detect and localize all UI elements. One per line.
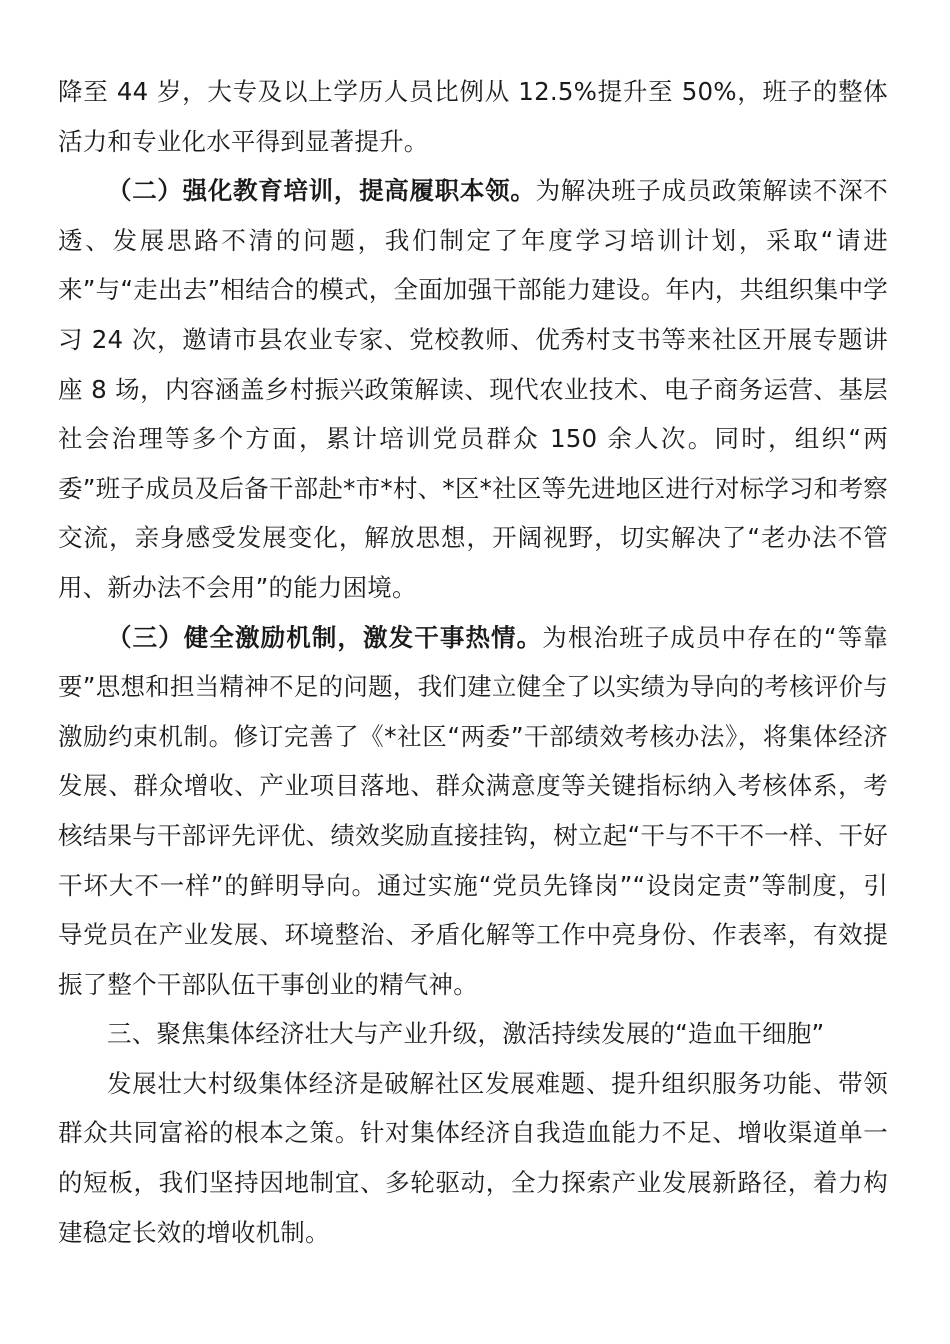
document-page [58, 67, 888, 1257]
paragraph-text: 为根治班子成员中存在的“等靠要”思想和担当精神不足的问题，我们建立健全了以实绩为导向的考核评价与激励约束机制。修订完善了《*社区“两委”干部绩效考核办法》，将集体经济发展、群众增收、产业项目落地、群众满意度等关键指标纳入考核体系，考核结果与干部评先评优、绩效奖励直接挂钩，树立起“干与不干不一样、干好干坏大不一样”的鲜明导向。通过实施“党员先锋岗”“设岗定责”等制度，引导党员在产业发展、环境整治、矛盾化解等工作中亮身份、作表率，有效提振了整个干部队伍干事创业的精气神。 [58, 622, 888, 999]
paragraph-text: 发展壮大村级集体经济是破解社区发展难题、提升组织服务功能、带领群众共同富裕的根本之策。针对集体经济自我造血能力不足、增收渠道单一的短板，我们坚持因地制宜、多轮驱动，全力探索产业发展新路径，着力构建稳定长效的增收机制。 [58, 1068, 888, 1247]
section-heading-text: 三、聚焦集体经济壮大与产业升级，激活持续发展的“造血干细胞” [107, 1019, 825, 1049]
section-heading-three [58, 1009, 888, 1059]
paragraph-lead-heading: （二）强化教育培训，提高履职本领。 [107, 176, 536, 206]
paragraph-text: 降至 44 岁，大专及以上学历人员比例从 12.5%提升至 50%，班子的整体活力和专业化水平得到显著提升。 [58, 77, 888, 156]
paragraph-incentive-mechanism [58, 613, 888, 1010]
paragraph-lead-heading: （三）健全激励机制，激发干事热情。 [107, 622, 543, 652]
paragraph-continuation [58, 67, 888, 166]
paragraph-education-training [58, 166, 888, 612]
paragraph-collective-economy [58, 1059, 888, 1257]
paragraph-text: 为解决班子成员政策解读不深不透、发展思路不清的问题，我们制定了年度学习培训计划，采取“请进来”与“走出去”相结合的模式，全面加强干部能力建设。年内，共组织集中学习 24 次，邀请市县农业专家、党校教师、优秀村支书等来社区开展专题讲座 8 场，内容涵盖乡村振兴政策解读、现代农业技术、电子商务运营、基层社会治理等多个方面，累计培训党员群众 150 余人次。同时，组织“两委”班子成员及后备干部赴*市*村、*区*社区等先进地区进行对标学习和考察交流，亲身感受发展变化，解放思想，开阔视野，切实解决了“老办法不管用、新办法不会用”的能力困境。 [58, 176, 888, 602]
